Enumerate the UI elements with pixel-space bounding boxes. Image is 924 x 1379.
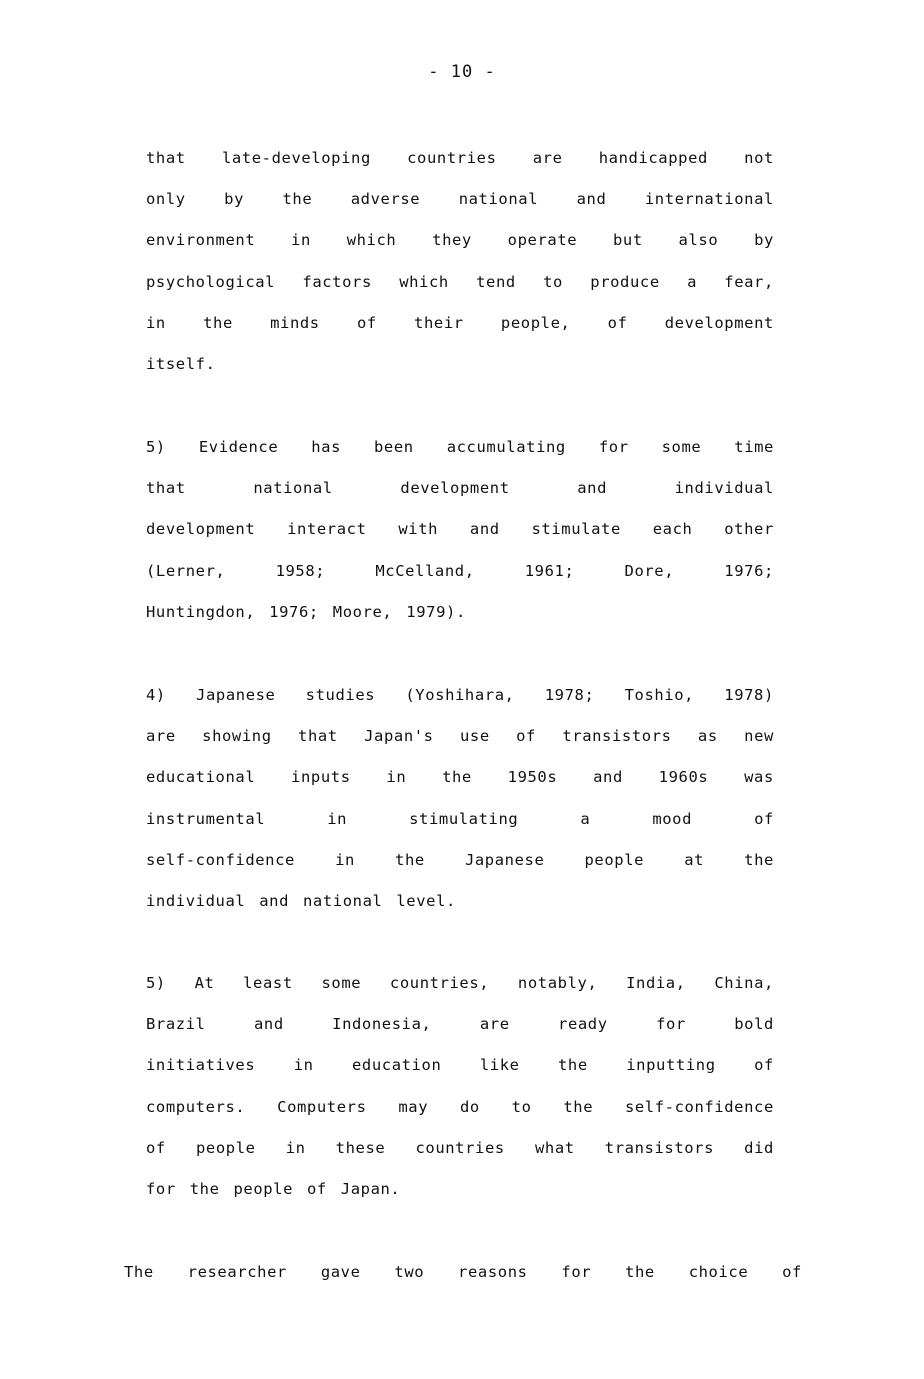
word: in (335, 850, 355, 869)
word: stimulate (531, 520, 621, 539)
word: development (146, 520, 256, 539)
word: gave (320, 1263, 361, 1281)
word: of (146, 1138, 166, 1157)
word: which (399, 272, 449, 291)
word: these (335, 1138, 386, 1157)
text-line: individual and national level. (146, 891, 456, 910)
word: of (516, 727, 536, 746)
word: (Lerner, (146, 561, 226, 580)
word: development (664, 313, 774, 332)
word: use (459, 727, 490, 746)
word: only (146, 190, 186, 209)
word: operate (507, 231, 578, 250)
word: by (224, 190, 245, 209)
paragraph-item-5-countries (146, 963, 774, 1210)
word: people (195, 1138, 256, 1157)
word: that (146, 479, 186, 498)
word: was (744, 768, 774, 787)
word: education (352, 1056, 442, 1075)
word: national (253, 479, 333, 498)
word: fear, (724, 272, 774, 291)
word: Japanese (464, 850, 545, 869)
text-line (146, 1087, 774, 1128)
word: environment (146, 231, 256, 250)
word: new (744, 727, 774, 746)
word: inputting (626, 1056, 716, 1075)
word: instrumental (146, 809, 266, 828)
word: the (625, 1263, 655, 1281)
word: and (593, 768, 623, 787)
word: for (598, 438, 629, 456)
word: which (346, 231, 397, 250)
word: to (543, 272, 563, 291)
word: been (374, 438, 414, 456)
word: Brazil (146, 1015, 206, 1034)
word: in (285, 1138, 306, 1157)
word: development (400, 479, 510, 498)
word: that (146, 149, 186, 167)
word: are (479, 1015, 510, 1034)
word: (Yoshihara, (405, 686, 515, 704)
word: some (661, 438, 702, 456)
word: may (398, 1097, 429, 1116)
text-line (146, 675, 774, 716)
word: like (479, 1056, 520, 1075)
paragraph-continuation (146, 138, 774, 385)
word: national (458, 190, 539, 209)
text-line (146, 1004, 774, 1045)
word: and (577, 479, 608, 498)
word: and (576, 190, 607, 209)
word: tend (476, 272, 516, 291)
paragraph-item-4-japanese-studies (146, 675, 774, 922)
word: the (442, 768, 472, 787)
word: some (321, 974, 362, 992)
word: not (744, 149, 774, 167)
text-line (146, 1045, 774, 1086)
word: inputs (291, 768, 351, 787)
text-line: Huntingdon, 1976; Moore, 1979). (146, 602, 466, 621)
word: in (386, 768, 407, 787)
word: of (754, 809, 774, 828)
word: late-developing (221, 149, 371, 167)
word: 1958; (275, 561, 326, 580)
word: a (687, 272, 697, 291)
word: At (194, 974, 215, 992)
word: in (291, 231, 311, 250)
word: Indonesia, (332, 1015, 432, 1034)
word: to (511, 1097, 532, 1116)
word: minds (270, 313, 320, 332)
word: showing (202, 727, 272, 746)
text-line (146, 799, 774, 840)
word: each (652, 520, 693, 539)
word: mood (652, 809, 693, 828)
word: did (744, 1138, 774, 1157)
word: at (684, 850, 705, 869)
word: of (754, 1056, 774, 1075)
word: 5) (146, 974, 166, 992)
word: self-confidence (624, 1097, 774, 1116)
word: choice (688, 1263, 749, 1281)
word: has (311, 438, 342, 456)
text-line: itself. (146, 354, 216, 373)
word: 4) (146, 686, 166, 704)
word: educational (146, 768, 256, 787)
word: 1978) (724, 686, 774, 704)
word: in (327, 809, 348, 828)
word: Japan's (364, 727, 434, 746)
word: stimulating (409, 809, 519, 828)
word: people, (500, 313, 571, 332)
word: by (754, 231, 774, 250)
text-line (146, 509, 774, 550)
word: Japanese (196, 686, 276, 704)
word: 1960s (658, 768, 709, 787)
word: 1950s (507, 768, 558, 787)
word: 5) (146, 438, 166, 456)
word: what (534, 1138, 575, 1157)
word: other (724, 520, 774, 539)
word: a (580, 809, 591, 828)
word: adverse (350, 190, 421, 209)
word: for (656, 1015, 686, 1034)
text-line (146, 1128, 774, 1169)
paragraph-item-5-evidence (146, 427, 774, 633)
word: but (612, 231, 643, 250)
word: Dore, (624, 561, 675, 580)
text-line (146, 716, 774, 757)
text-line (146, 303, 774, 344)
word: they (432, 231, 472, 250)
text-line (146, 179, 774, 220)
paragraph-closing (124, 1252, 802, 1293)
word: interact (287, 520, 367, 539)
word: of (782, 1263, 802, 1281)
text-line (146, 138, 774, 179)
word: individual (674, 479, 774, 498)
word: self-confidence (146, 850, 295, 869)
text-line (146, 262, 774, 303)
text-line (124, 1252, 802, 1293)
word: the (558, 1056, 588, 1075)
word: in (293, 1056, 314, 1075)
word: transistors (604, 1138, 715, 1157)
word: the (744, 850, 774, 869)
word: reasons (458, 1263, 528, 1281)
text-line (146, 840, 774, 881)
text-line (146, 220, 774, 261)
word: the (203, 313, 233, 332)
word: are (146, 727, 176, 746)
word: people (584, 850, 645, 869)
word: The (124, 1263, 154, 1281)
word: handicapped (598, 149, 708, 167)
word: also (678, 231, 719, 250)
word: initiatives (146, 1056, 256, 1075)
word: least (243, 974, 293, 992)
word: accumulating (446, 438, 566, 456)
page-number: - 10 - (428, 62, 496, 82)
word: international (644, 190, 774, 209)
text-line (146, 551, 774, 592)
word: 1978; (544, 686, 595, 704)
text-line (146, 468, 774, 509)
word: in (146, 313, 166, 332)
word: the (395, 850, 425, 869)
word: their (414, 313, 464, 332)
word: computers. (146, 1097, 246, 1116)
word: ready (558, 1015, 608, 1034)
word: the (282, 190, 313, 209)
word: 1976; (724, 561, 774, 580)
word: are (532, 149, 563, 167)
word: for (561, 1263, 592, 1281)
word: countries (415, 1138, 505, 1157)
word: and (469, 520, 500, 539)
word: factors (302, 272, 372, 291)
word: countries, (389, 974, 490, 992)
word: India, (626, 974, 686, 992)
word: time (734, 438, 774, 456)
word: transistors (562, 727, 672, 746)
word: researcher (187, 1263, 287, 1281)
word: of (607, 313, 628, 332)
word: McCelland, (375, 561, 475, 580)
word: do (459, 1097, 480, 1116)
word: bold (734, 1015, 774, 1034)
word: the (563, 1097, 594, 1116)
word: that (298, 727, 338, 746)
word: 1961; (524, 561, 575, 580)
word: as (697, 727, 718, 746)
word: with (398, 520, 439, 539)
word: of (356, 313, 377, 332)
text-line (146, 757, 774, 798)
word: psychological (146, 272, 276, 291)
word: notably, (517, 974, 598, 992)
word: studies (305, 686, 376, 704)
text-line (146, 963, 774, 1004)
word: countries (407, 149, 497, 167)
word: two (394, 1263, 425, 1281)
text-line: for the people of Japan. (146, 1179, 401, 1198)
word: and (253, 1015, 284, 1034)
word: China, (714, 974, 774, 992)
word: produce (590, 272, 660, 291)
word: Toshio, (624, 686, 695, 704)
text-line (146, 427, 774, 468)
word: Evidence (198, 438, 279, 456)
word: Computers (277, 1097, 367, 1116)
